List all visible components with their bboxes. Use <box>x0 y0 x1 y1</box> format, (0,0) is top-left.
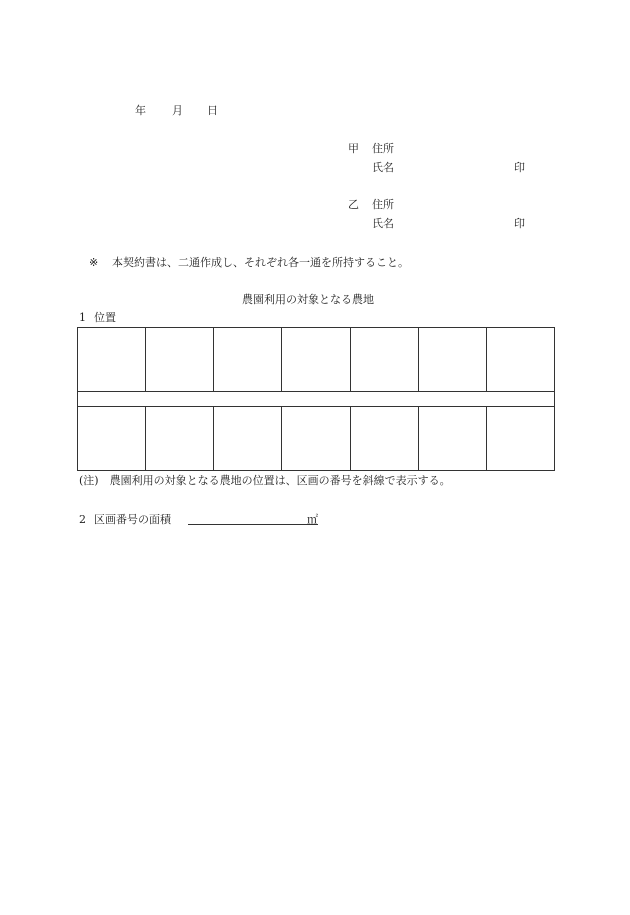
party-a-marker: 甲 <box>348 142 359 155</box>
grid-note: (注) 農園利用の対象となる農地の位置は、区画の番号を斜線で表示する。 <box>79 474 451 487</box>
plot-cell <box>282 328 350 392</box>
note-mark: ※ <box>89 256 99 269</box>
party-b-marker: 乙 <box>348 198 359 211</box>
section-title: 農園利用の対象となる農地 <box>242 293 374 306</box>
note-text: 本契約書は、二通作成し、それぞれ各一通を所持すること。 <box>112 256 409 269</box>
date-day: 日 <box>207 104 218 117</box>
party-b-seal: 印 <box>514 217 525 230</box>
plot-cell <box>282 407 350 471</box>
plot-grid-aisle <box>77 391 555 407</box>
date-year: 年 <box>135 104 146 117</box>
party-b-name-label: 氏名 <box>372 217 394 230</box>
plot-cell <box>350 407 418 471</box>
party-a-name-label: 氏名 <box>372 161 394 174</box>
party-a-address-label: 住所 <box>372 142 394 155</box>
area-number: 2 <box>79 513 86 526</box>
plot-grid-bottom-row <box>77 406 555 471</box>
plot-cell <box>78 407 146 471</box>
plot-cell <box>146 407 214 471</box>
position-label: 位置 <box>94 311 116 324</box>
party-b-address-label: 住所 <box>372 198 394 211</box>
party-a-seal: 印 <box>514 161 525 174</box>
plot-cell <box>418 407 486 471</box>
plot-cell <box>418 328 486 392</box>
plot-cell <box>486 407 554 471</box>
plot-cell <box>214 328 282 392</box>
date-month: 月 <box>172 104 183 117</box>
plot-cell <box>146 328 214 392</box>
area-input-line[interactable] <box>188 524 318 525</box>
plot-cell <box>214 407 282 471</box>
plot-cell <box>350 328 418 392</box>
plot-cell <box>486 328 554 392</box>
area-label: 区画番号の面積 <box>94 513 171 526</box>
position-number: 1 <box>79 311 86 324</box>
plot-grid-top-row <box>77 327 555 392</box>
plot-cell <box>78 328 146 392</box>
area-unit: ㎡ <box>307 513 318 526</box>
